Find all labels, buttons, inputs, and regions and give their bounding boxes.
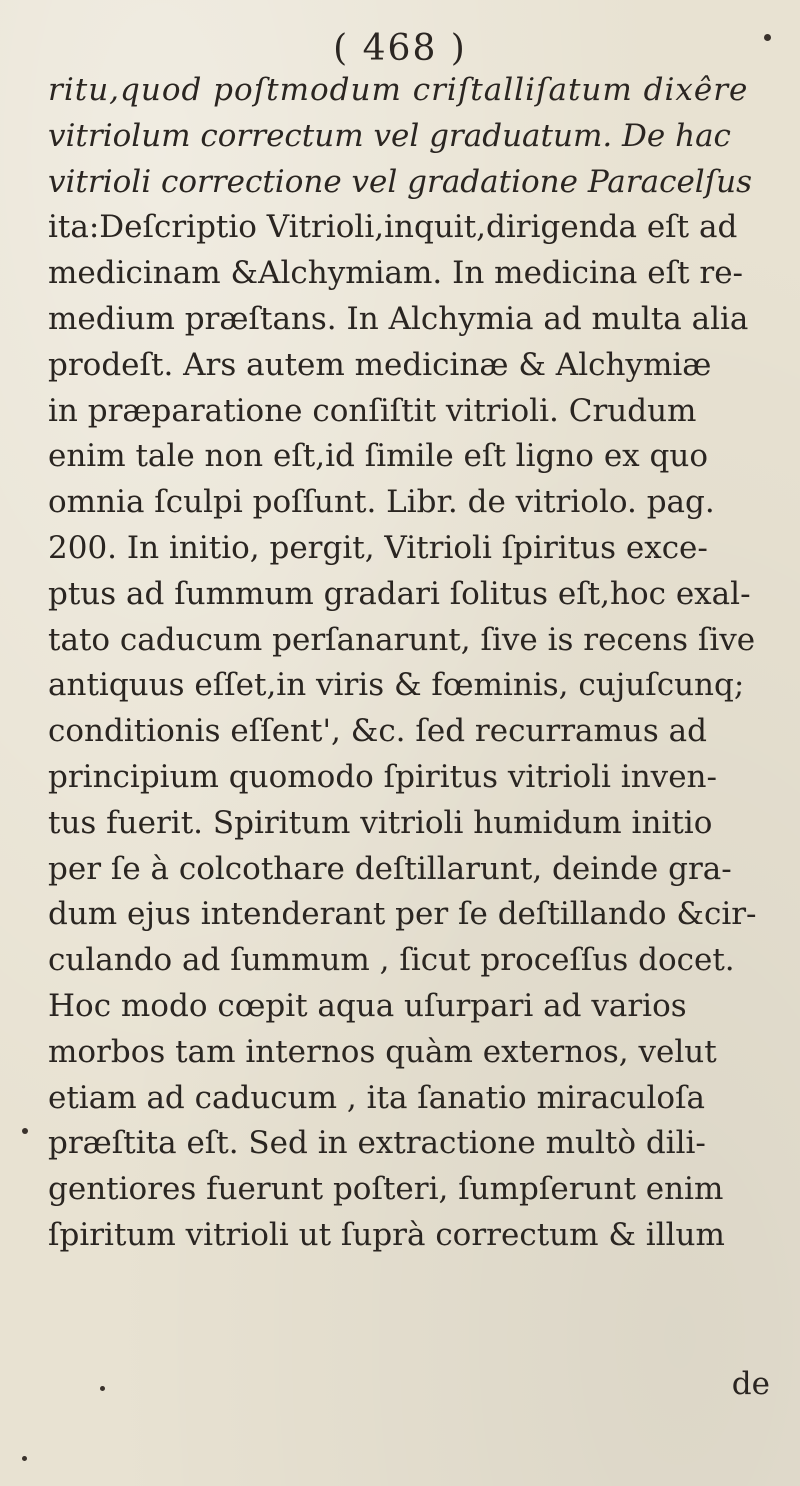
text-line: 200. In initio, pergit, Vitrioli ſpiritus exce- [48, 529, 708, 566]
text-line: præſtita eſt. Sed in extractione multò dili- [48, 1125, 706, 1162]
text-line: per ſe à colcothare deſtillarunt, deinde gra- [48, 850, 732, 887]
text-line: medicinam &Alchymiam. In medicina eſt re- [48, 255, 744, 292]
text-line: vitriolum correctum vel graduatum. De hac [48, 117, 731, 154]
text-line: principium quomodo ſpiritus vitrioli inven- [48, 758, 717, 795]
text-line: etiam ad caducum , ita ſanatio miraculoſa [48, 1079, 706, 1116]
text-line: antiquus eſſet,in viris & fœminis, cujuſcunq; [48, 667, 745, 704]
text-line: prodeſt. Ars autem medicinæ & Alchymiæ [48, 346, 712, 383]
text-line: ſpiritum vitrioli ut ſuprà correctum & illum [48, 1216, 725, 1253]
text-line: gentiores fuerunt poſteri, ſumpſerunt enim [48, 1171, 724, 1208]
text-line: in præparatione conſiſtit vitrioli. Crudum [48, 392, 697, 429]
text-line: culando ad ſummum , ſicut proceſſus docet. [48, 942, 735, 979]
ink-speck [100, 1386, 105, 1391]
text-line: Hoc modo cœpit aqua uſurpari ad varios [48, 987, 687, 1024]
ink-speck [22, 1128, 28, 1134]
text-line: morbos tam internos quàm externos, velut [48, 1033, 717, 1070]
text-line: ptus ad ſummum gradari ſolitus eſt,hoc exal- [48, 575, 751, 612]
catchword: de [731, 1366, 770, 1402]
ink-speck [22, 1456, 27, 1461]
ink-speck [764, 34, 771, 41]
text-line: tato caducum perſanarunt, ſive is recens ſive [48, 621, 756, 658]
text-line: ita:Deſcriptio Vitrioli,inquit,dirigenda eſt ad [48, 209, 738, 246]
text-line: vitrioli correctione vel gradatione Paracelſus [48, 163, 753, 200]
text-line: enim tale non eſt,id ſimile eſt ligno ex quo [48, 438, 708, 475]
text-line: medium præſtans. In Alchymia ad multa alia [48, 300, 749, 337]
body-text [48, 68, 792, 1259]
text-line: omnia ſculpi poſſunt. Libr. de vitriolo. pag. [48, 484, 715, 521]
text-line: ritu,quod poſtmodum criſtalliſatum dixêre [48, 72, 749, 108]
text-line: conditionis eſſent', &c. ſed recurramus ad [48, 713, 707, 750]
text-line: tus fuerit. Spiritum vitrioli humidum initio [48, 804, 713, 841]
text-line: dum ejus intenderant per ſe deſtillando &cir- [48, 896, 757, 933]
page-number: ( 468 ) [333, 28, 467, 69]
